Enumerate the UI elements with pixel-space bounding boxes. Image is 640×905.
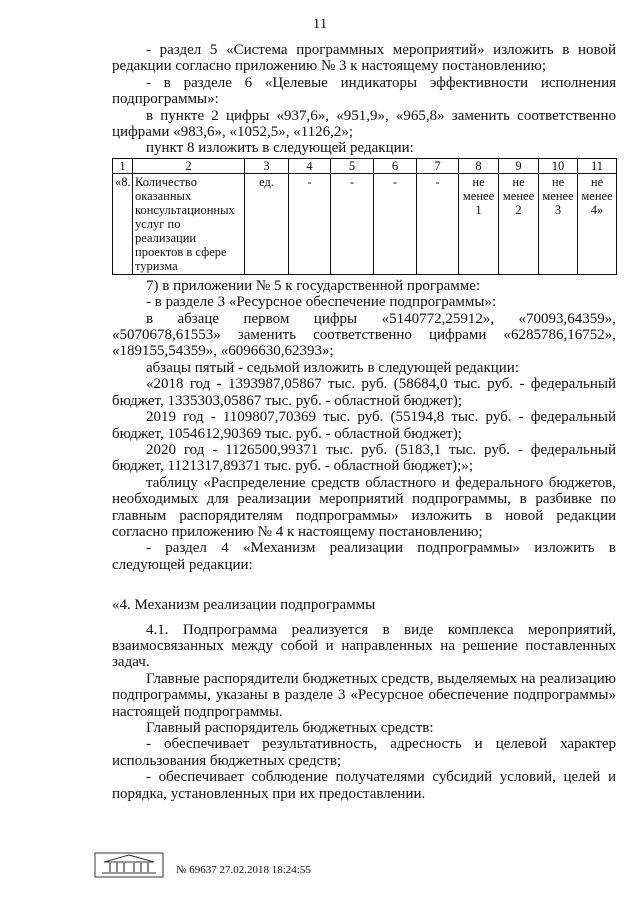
- section-heading: «4. Механизм реализации подпрограммы: [112, 597, 376, 614]
- table-header-cell: 10: [539, 158, 578, 173]
- table-cell: не менее 4»: [578, 173, 617, 274]
- paragraph: - раздел 4 «Механизм реализации подпрограммы» изложить в следующей редакции:: [112, 540, 616, 573]
- table-cell: не менее 2: [499, 173, 539, 274]
- page-number: 11: [312, 16, 328, 32]
- table-cell: -: [374, 173, 417, 274]
- table-row: [113, 173, 617, 274]
- table-cell: -: [289, 173, 331, 274]
- paragraph: таблицу «Распределение средств областного и федерального бюджетов, необходимых для реализации мероприятий подпрограммы, в разбивке по главным распорядителям подпрограммы» изложить в новой редакции согласно приложению № 4 к настоящему постановлению;: [112, 474, 616, 540]
- paragraph: 7) в приложении № 5 к государственной программе:: [146, 277, 481, 294]
- table-cell: ед.: [245, 173, 289, 274]
- table-cell: «8.: [113, 173, 133, 274]
- table-cell: не менее 1: [459, 173, 499, 274]
- government-building-seal-icon: [94, 852, 164, 878]
- table-header-cell: 11: [578, 158, 617, 173]
- paragraph: - обеспечивает результативность, адресность и целевой характер использования бюджетных средств;: [112, 736, 616, 769]
- paragraph: - раздел 5 «Система программных мероприятий» изложить в новой редакции согласно приложению № 3 к настоящему постановлению;: [112, 42, 616, 75]
- paragraph: Главные распорядители бюджетных средств, выделяемых на реализацию подпрограммы, указаны в разделе 3 «Ресурсное обеспечение подпрограммы» настоящей подпрограммы.: [112, 670, 616, 720]
- paragraph: абзацы пятый - седьмой изложить в следующей редакции:: [146, 359, 520, 376]
- paragraph: 2020 год - 1126500,99371 тыс. руб. (5183,1 тыс. руб. - федеральный бюджет, 1121317,89371 тыс. руб. - областной бюджет);»;: [112, 441, 616, 475]
- paragraph: пункт 8 изложить в следующей редакции:: [146, 140, 414, 157]
- table-cell: -: [417, 173, 459, 274]
- paragraph: 2019 год - 1109807,70369 тыс. руб. (55194,8 тыс. руб. - федеральный бюджет, 1054612,90369 тыс. руб. - областной бюджет);: [112, 409, 616, 442]
- table-header-cell: 6: [374, 158, 417, 173]
- table-header-cell: 5: [331, 158, 374, 173]
- paragraph: 4.1. Подпрограмма реализуется в виде комплекса мероприятий, взаимосвязанных между собой и направленных на решение поставленных задач.: [112, 621, 616, 671]
- table-header-cell: 7: [417, 158, 459, 173]
- document-registration-id: № 69637 27.02.2018 18:24:55: [176, 864, 311, 876]
- paragraph: в абзаце первом цифры «5140772,25912», «70093,64359», «5070678,61553» заменить соответственно цифрами «6285786,16752», «189155,54359», «6096630,62393»;: [112, 310, 616, 360]
- table-header-cell: 8: [459, 158, 499, 173]
- document-footer: [94, 852, 614, 882]
- indicators-table: [112, 158, 617, 275]
- paragraph: Главный распорядитель бюджетных средств:: [146, 720, 434, 736]
- table-header-cell: 4: [289, 158, 331, 173]
- paragraph: - в разделе 3 «Ресурсное обеспечение подпрограммы»:: [146, 294, 497, 311]
- table-header-cell: 9: [499, 158, 539, 173]
- paragraph: - в разделе 6 «Целевые индикаторы эффективности исполнения подпрограммы»:: [112, 74, 616, 108]
- table-header-cell: 3: [245, 158, 289, 173]
- table-cell: Количество оказанных консультационных услуг по реализации проектов в сфере туризма: [133, 173, 245, 274]
- table-cell: -: [331, 173, 374, 274]
- document-body: [112, 42, 616, 802]
- table-header-cell: 2: [133, 158, 245, 173]
- table-cell: не менее 3: [539, 173, 578, 274]
- paragraph: в пункте 2 цифры «937,6», «951,9», «965,8» заменить соответственно цифрами «983,6», «1052,5», «1126,2»;: [112, 107, 616, 141]
- table-header-cell: 1: [113, 158, 133, 173]
- paragraph: - обеспечивает соблюдение получателями субсидий условий, целей и порядка, установленных при их предоставлении.: [112, 769, 616, 802]
- table-header-row: [113, 158, 617, 173]
- paragraph: «2018 год - 1393987,05867 тыс. руб. (58684,0 тыс. руб. - федеральный бюджет, 1335303,05867 тыс. руб. - областной бюджет);: [112, 376, 616, 409]
